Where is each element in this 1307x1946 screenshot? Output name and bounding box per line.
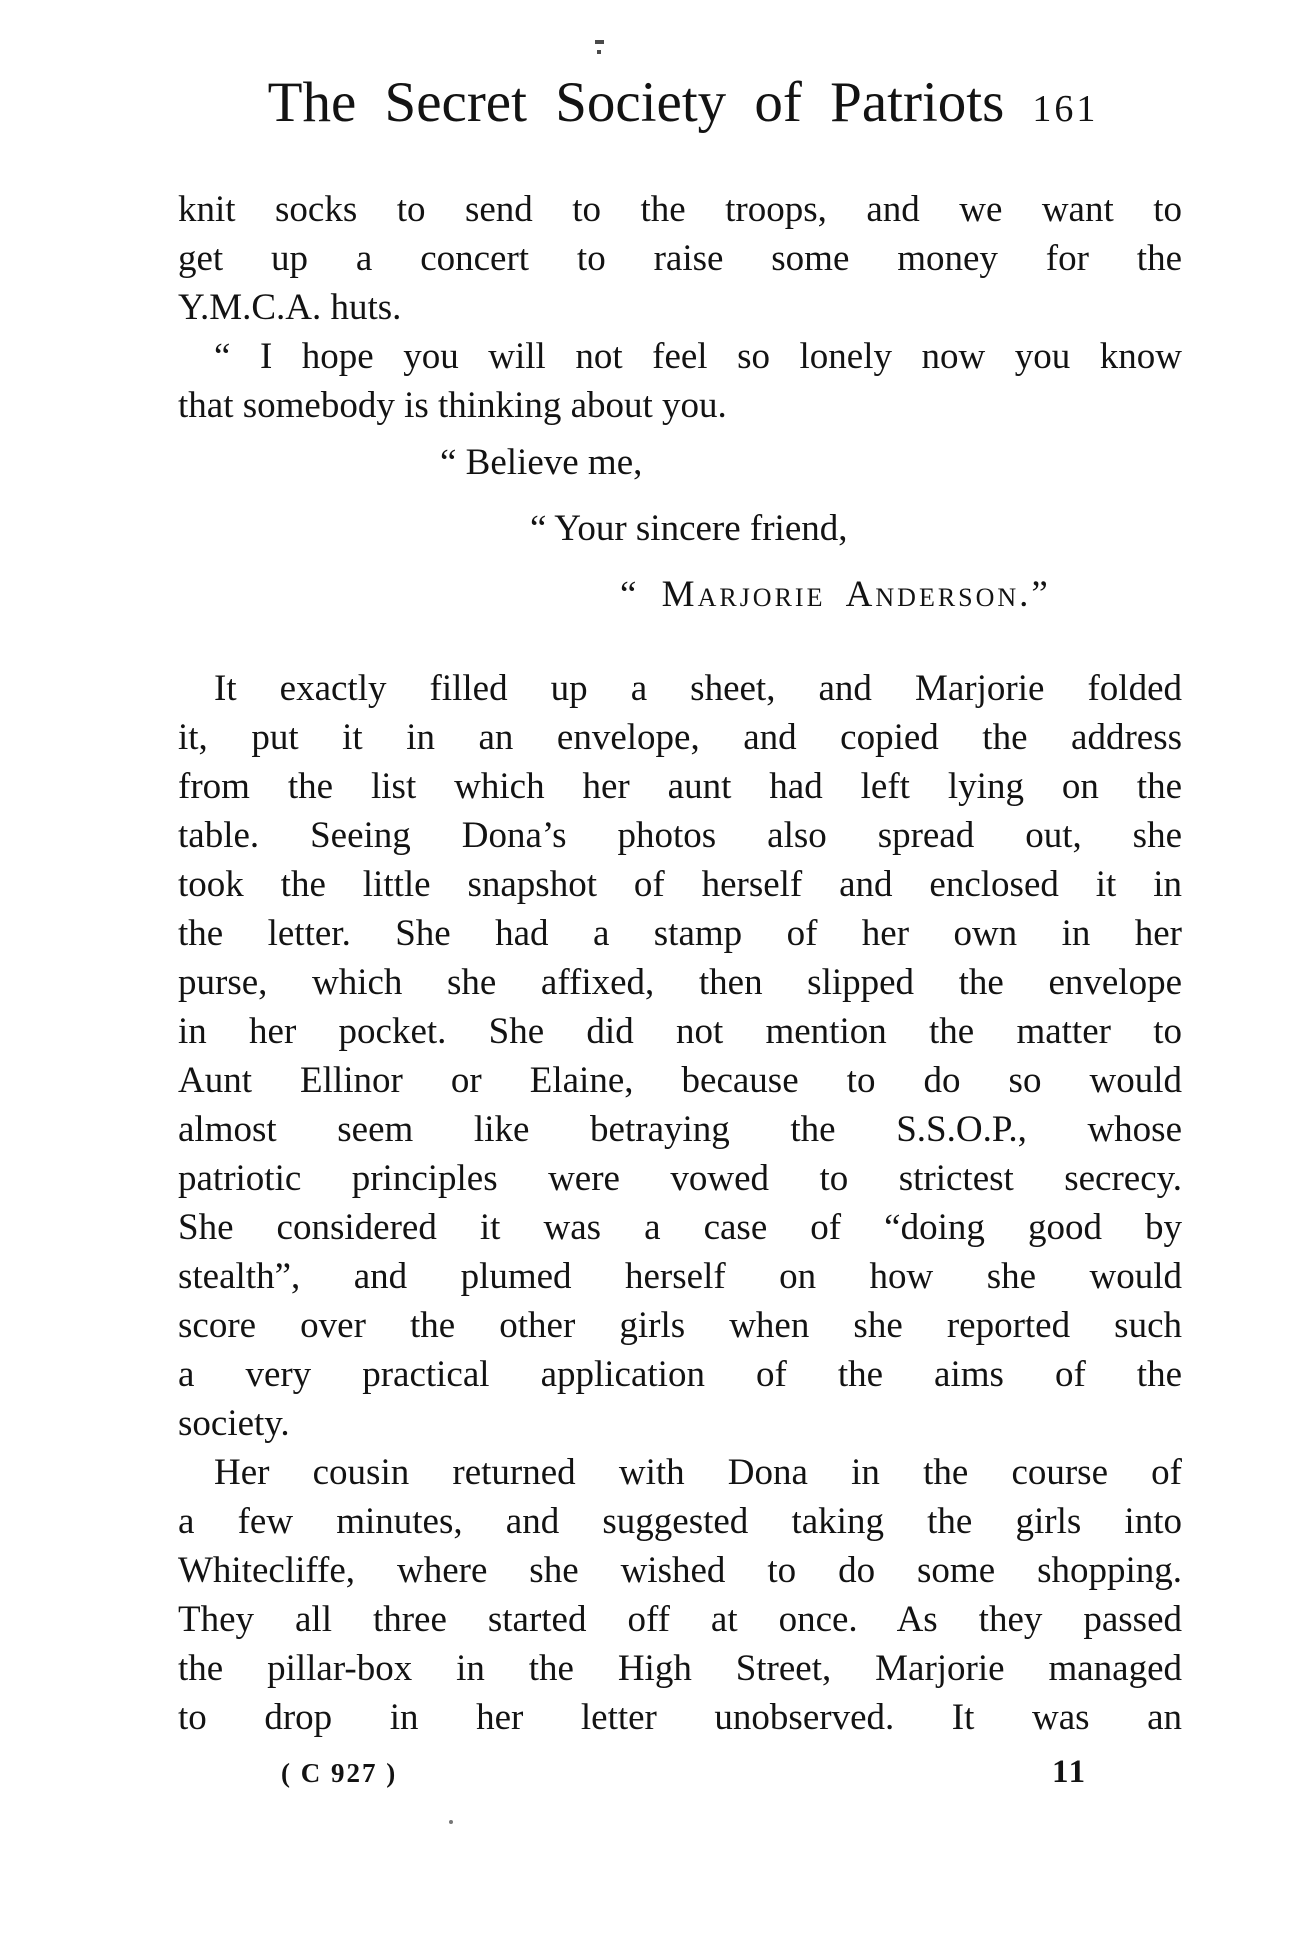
text-line: society. (178, 1403, 290, 1444)
letter-closing-line: “ Your sincere friend, (530, 508, 848, 549)
text-line: Aunt Ellinor or Elaine, because to do so would (178, 1060, 1182, 1101)
text-line: in her pocket. She did not mention the matter to (178, 1011, 1182, 1052)
text-line: It exactly filled up a sheet, and Marjorie folded (214, 668, 1182, 709)
ink-speck (595, 40, 604, 44)
text-line: the letter. She had a stamp of her own in her (178, 913, 1182, 954)
text-line: table. Seeing Dona’s photos also spread out, she (178, 815, 1182, 856)
ink-speck (449, 1820, 453, 1824)
printer-signature-mark: ( C 927 ) (281, 1758, 398, 1788)
text-line: Whitecliffe, where she wished to do some shopping. (178, 1550, 1182, 1591)
paragraph-gap (178, 628, 1182, 664)
text-line: get up a concert to raise some money for the (178, 238, 1182, 279)
text-line: took the little snapshot of herself and enclosed it in (178, 864, 1182, 905)
text-line: Y.M.C.A. huts. (178, 287, 402, 328)
text-line: purse, which she affixed, then slipped the envelope (178, 962, 1182, 1003)
chapter-title: The Secret Society of Patriots (267, 71, 1005, 134)
text-line: Her cousin returned with Dona in the course of (214, 1452, 1182, 1493)
text-line: to drop in her letter unobserved. It was an (178, 1697, 1182, 1738)
text-line: They all three started off at once. As they passed (178, 1599, 1182, 1640)
text-line: it, put it in an envelope, and copied the address (178, 717, 1182, 758)
letter-signature: “ Marjorie Anderson.” (620, 574, 1051, 615)
text-line: knit socks to send to the troops, and we want to (178, 189, 1182, 230)
text-line: stealth”, and plumed herself on how she would (178, 1256, 1182, 1297)
text-line: “ I hope you will not feel so lonely now you know (214, 336, 1182, 377)
text-line: She considered it was a case of “doing good by (178, 1207, 1182, 1248)
text-line: score over the other girls when she reported such (178, 1305, 1182, 1346)
text-line: patriotic principles were vowed to strictest secrecy. (178, 1158, 1182, 1199)
text-line: the pillar-box in the High Street, Marjorie managed (178, 1648, 1182, 1689)
text-line: from the list which her aunt had left lying on the (178, 766, 1182, 807)
body-text (178, 185, 1182, 1742)
gathering-number: 11 (1052, 1754, 1088, 1790)
text-line: that somebody is thinking about you. (178, 385, 727, 426)
page-number: 161 (1032, 88, 1099, 130)
ink-speck (597, 50, 601, 54)
text-line: almost seem like betraying the S.S.O.P., whose (178, 1109, 1182, 1150)
running-head (178, 64, 1188, 148)
text-line: a few minutes, and suggested taking the girls into (178, 1501, 1182, 1542)
letter-closing-line: “ Believe me, (440, 442, 643, 483)
text-line: a very practical application of the aims of the (178, 1354, 1182, 1395)
